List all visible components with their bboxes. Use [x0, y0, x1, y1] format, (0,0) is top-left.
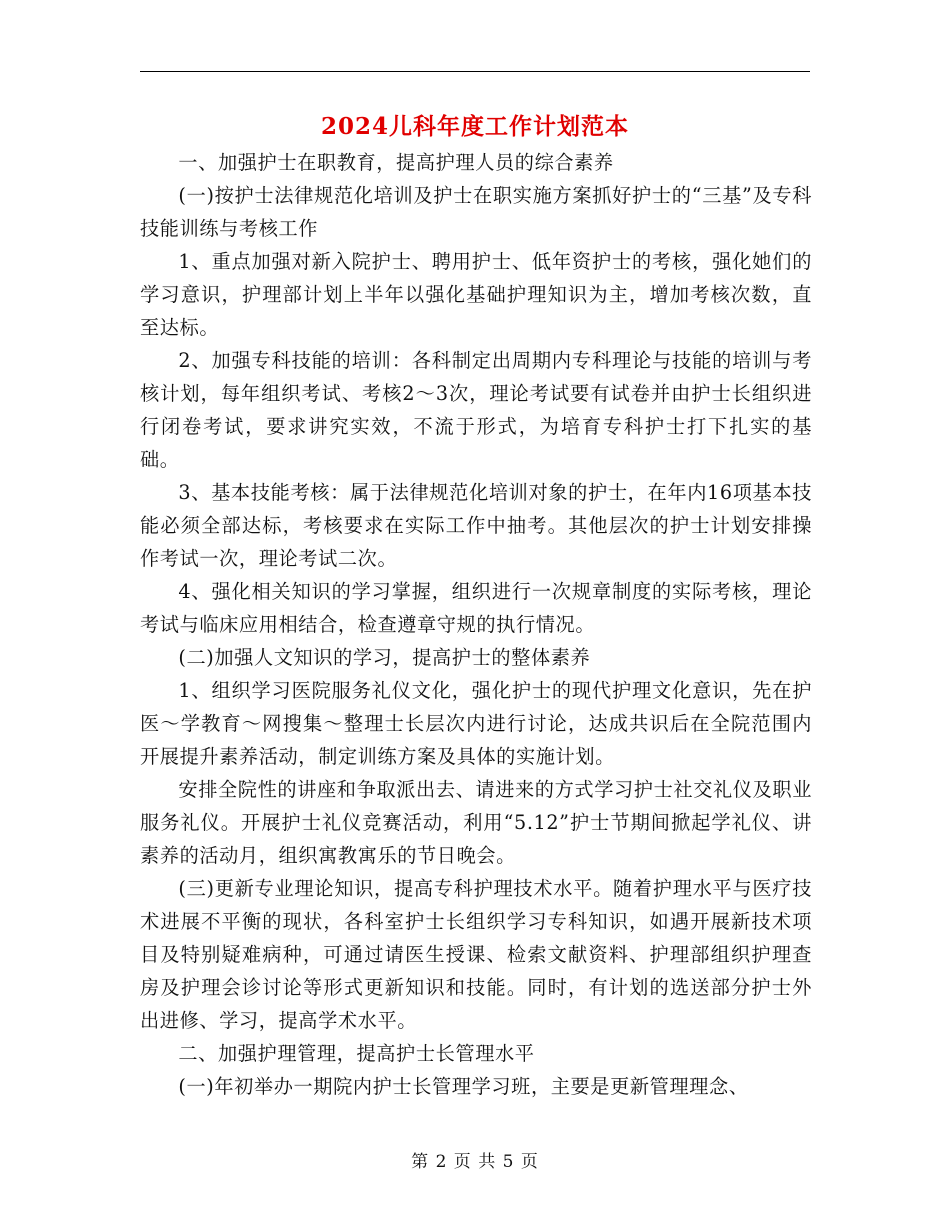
page-title: 2024儿科年度工作计划范本: [320, 113, 629, 140]
header-rule: [140, 71, 810, 72]
paragraph-10: (三)更新专业理论知识，提高专科护理技术水平。随着护理水平与医疗技术进展不平衡的现状，各科室护士长组织学习专科知识，如遇开展新技术项目及特别疑难病种，可通过请医生授课、检索文献资料、护理部组织护理查房及护理会诊讨论等形式更新知识和技能。同时，有计划的选送部分护士外出进修、学习，提高学术水平。: [140, 877, 812, 1032]
page-footer: 第 2 页 共 5 页: [411, 1152, 539, 1172]
document-body: [140, 146, 812, 1103]
paragraph-5: 3、基本技能考核：属于法律规范化培训对象的护士，在年内16项基本技能必须全部达标，考核要求在实际工作中抽考。其他层次的护士计划安排操作考试一次，理论考试二次。: [140, 481, 812, 570]
paragraph-2: (一)按护士法律规范化培训及护士在职实施方案抓好护士的“三基”及专科技能训练与考核工作: [140, 184, 812, 240]
paragraph-1: 一、加强护士在职教育，提高护理人员的综合素养: [178, 151, 614, 174]
paragraph-7: (二)加强人文知识的学习，提高护士的整体素养: [178, 646, 591, 669]
paragraph-6: 4、强化相关知识的学习掌握，组织进行一次规章制度的实际考核，理论考试与临床应用相结合，检查遵章守规的执行情况。: [140, 580, 812, 636]
paragraph-4: 2、加强专科技能的培训：各科制定出周期内专科理论与技能的培训与考核计划，每年组织考试、考核2～3次，理论考试要有试卷并由护士长组织进行闭卷考试，要求讲究实效，不流于形式，为培育专科护士打下扎实的基础。: [140, 349, 812, 471]
paragraph-8: 1、组织学习医院服务礼仪文化，强化护士的现代护理文化意识，先在护医～学教育～网搜集～整理士长层次内进行讨论，达成共识后在全院范围内开展提升素养活动，制定训练方案及具体的实施计划。: [140, 679, 812, 768]
paragraph-12: (一)年初举办一期院内护士长管理学习班，主要是更新管理理念、: [178, 1075, 749, 1098]
paragraph-9: 安排全院性的讲座和争取派出去、请进来的方式学习护士社交礼仪及职业服务礼仪。开展护士礼仪竞赛活动，利用“5.12”护士节期间掀起学礼仪、讲素养的活动月，组织寓教寓乐的节日晚会。: [140, 778, 812, 867]
paragraph-3: 1、重点加强对新入院护士、聘用护士、低年资护士的考核，强化她们的学习意识，护理部计划上半年以强化基础护理知识为主，增加考核次数，直至达标。: [140, 250, 812, 339]
paragraph-11: 二、加强护理管理，提高护士长管理水平: [178, 1042, 535, 1065]
